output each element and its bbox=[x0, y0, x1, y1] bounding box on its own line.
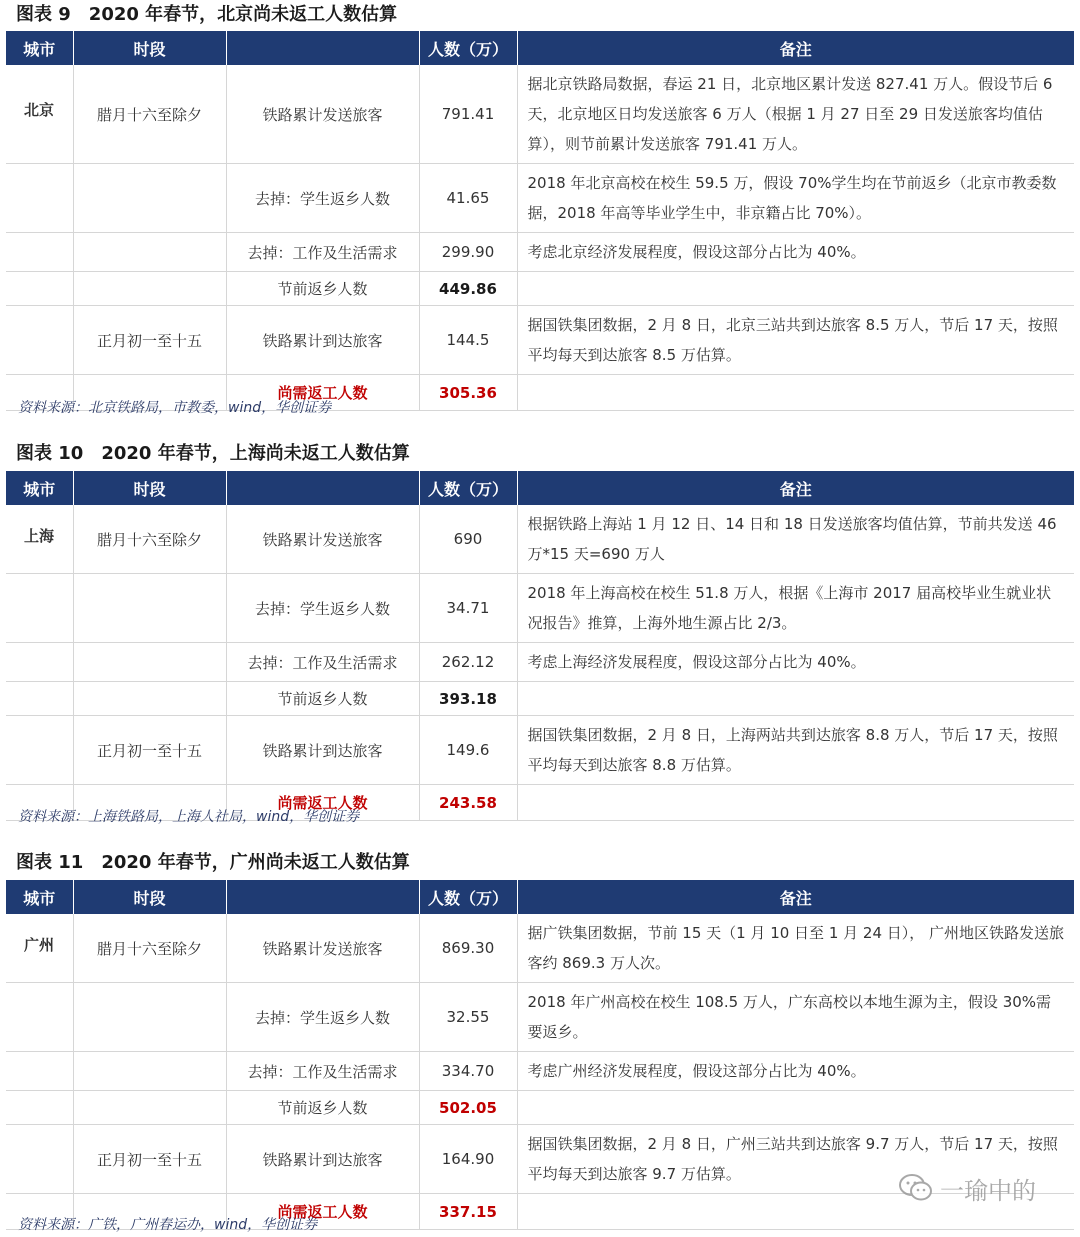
header-note: 备注 bbox=[517, 31, 1074, 65]
item-cell: 铁路累计到达旅客 bbox=[226, 306, 419, 375]
note-cell: 据国铁集团数据，2 月 8 日，北京三站共到达旅客 8.5 万人，节后 17 天，按照平均每天到达旅客 8.5 万估算。 bbox=[517, 306, 1074, 375]
city-cell bbox=[6, 983, 73, 1052]
header-city: 城市 bbox=[6, 31, 73, 65]
value-cell: 299.90 bbox=[419, 233, 517, 272]
figure-label: 图表 11 bbox=[16, 852, 84, 873]
table-row bbox=[6, 1052, 1074, 1091]
value-cell: 149.6 bbox=[419, 716, 517, 785]
header-city: 城市 bbox=[6, 880, 73, 914]
item-cell: 尚需返工人数 bbox=[226, 375, 419, 411]
city-cell bbox=[6, 574, 73, 643]
note-cell bbox=[517, 785, 1074, 821]
header-note: 备注 bbox=[517, 471, 1074, 505]
item-cell: 去掉：工作及生活需求 bbox=[226, 233, 419, 272]
period-cell: 腊月十六至除夕 bbox=[73, 505, 226, 574]
estimate-table bbox=[6, 471, 1074, 821]
item-cell: 去掉：工作及生活需求 bbox=[226, 643, 419, 682]
note-cell bbox=[517, 682, 1074, 716]
city-cell: 上海 bbox=[6, 505, 73, 574]
city-cell bbox=[6, 306, 73, 375]
table-header-row bbox=[6, 31, 1074, 65]
city-cell bbox=[6, 1091, 73, 1125]
table-row bbox=[6, 306, 1074, 375]
value-cell: 690 bbox=[419, 505, 517, 574]
note-cell: 考虑上海经济发展程度，假设这部分占比为 40%。 bbox=[517, 643, 1074, 682]
value-cell: 34.71 bbox=[419, 574, 517, 643]
city-cell bbox=[6, 1052, 73, 1091]
watermark-text: 一瑜中的 bbox=[940, 1176, 1036, 1205]
item-cell: 去掉：学生返乡人数 bbox=[226, 164, 419, 233]
table-row bbox=[6, 505, 1074, 574]
value-cell: 41.65 bbox=[419, 164, 517, 233]
note-cell: 考虑广州经济发展程度，假设这部分占比为 40%。 bbox=[517, 1052, 1074, 1091]
period-cell bbox=[73, 272, 226, 306]
header-count: 人数（万） bbox=[419, 880, 517, 914]
table-row bbox=[6, 272, 1074, 306]
period-cell bbox=[73, 983, 226, 1052]
note-cell: 据广铁集团数据，节前 15 天（1 月 10 日至 1 月 24 日）， 广州地区铁路发送旅客约 869.3 万人次。 bbox=[517, 914, 1074, 983]
header-count: 人数（万） bbox=[419, 31, 517, 65]
figure-title bbox=[16, 850, 410, 876]
value-cell: 337.15 bbox=[419, 1194, 517, 1230]
note-cell bbox=[517, 1091, 1074, 1125]
value-cell: 305.36 bbox=[419, 375, 517, 411]
table-header-row bbox=[6, 471, 1074, 505]
value-cell: 334.70 bbox=[419, 1052, 517, 1091]
header-period: 时段 bbox=[73, 31, 226, 65]
period-cell: 腊月十六至除夕 bbox=[73, 914, 226, 983]
note-cell: 根据铁路上海站 1 月 12 日、14 日和 18 日发送旅客均值估算，节前共发送 46 万*15 天=690 万人 bbox=[517, 505, 1074, 574]
table-row bbox=[6, 682, 1074, 716]
value-cell: 144.5 bbox=[419, 306, 517, 375]
note-cell: 2018 年上海高校在校生 51.8 万人，根据《上海市 2017 届高校毕业生就业状况报告》推算，上海外地生源占比 2/3。 bbox=[517, 574, 1074, 643]
figure-title-text: 2020 年春节，广州尚未返工人数估算 bbox=[101, 852, 410, 873]
city-cell bbox=[6, 164, 73, 233]
item-cell: 尚需返工人数 bbox=[226, 785, 419, 821]
table-row bbox=[6, 164, 1074, 233]
item-cell: 铁路累计发送旅客 bbox=[226, 914, 419, 983]
note-cell bbox=[517, 272, 1074, 306]
table-row bbox=[6, 643, 1074, 682]
header-count: 人数（万） bbox=[419, 471, 517, 505]
wechat-watermark bbox=[898, 1168, 1036, 1208]
table-header-row bbox=[6, 880, 1074, 914]
city-cell bbox=[6, 1125, 73, 1194]
source-note: 资料来源：广铁，广州春运办，wind，华创证券 bbox=[18, 1217, 318, 1233]
period-cell bbox=[73, 233, 226, 272]
period-cell bbox=[73, 1052, 226, 1091]
note-cell bbox=[517, 375, 1074, 411]
source-note: 资料来源：北京铁路局，市教委，wind，华创证券 bbox=[18, 400, 332, 416]
figure-title-text: 2020 年春节，上海尚未返工人数估算 bbox=[101, 443, 410, 464]
item-cell: 节前返乡人数 bbox=[226, 272, 419, 306]
value-cell: 449.86 bbox=[419, 272, 517, 306]
period-cell bbox=[73, 682, 226, 716]
city-cell: 北京 bbox=[6, 65, 73, 164]
value-cell: 791.41 bbox=[419, 65, 517, 164]
source-note: 资料来源：上海铁路局，上海人社局，wind，华创证券 bbox=[18, 809, 360, 825]
note-cell: 2018 年广州高校在校生 108.5 万人，广东高校以本地生源为主，假设 30%需要返乡。 bbox=[517, 983, 1074, 1052]
figure-label: 图表 9 bbox=[16, 4, 71, 25]
estimate-table bbox=[6, 31, 1074, 411]
header-period: 时段 bbox=[73, 471, 226, 505]
note-cell: 2018 年北京高校在校生 59.5 万，假设 70%学生均在节前返乡（北京市教委数据，2018 年高等毕业学生中，非京籍占比 70%）。 bbox=[517, 164, 1074, 233]
item-cell: 铁路累计到达旅客 bbox=[226, 1125, 419, 1194]
city-cell bbox=[6, 716, 73, 785]
item-cell: 节前返乡人数 bbox=[226, 682, 419, 716]
table-row bbox=[6, 914, 1074, 983]
city-cell bbox=[6, 233, 73, 272]
item-cell: 节前返乡人数 bbox=[226, 1091, 419, 1125]
header-note: 备注 bbox=[517, 880, 1074, 914]
period-cell: 正月初一至十五 bbox=[73, 306, 226, 375]
note-cell: 据国铁集团数据，2 月 8 日，上海两站共到达旅客 8.8 万人，节后 17 天，按照平均每天到达旅客 8.8 万估算。 bbox=[517, 716, 1074, 785]
item-cell: 铁路累计发送旅客 bbox=[226, 65, 419, 164]
city-cell bbox=[6, 682, 73, 716]
item-cell: 铁路累计到达旅客 bbox=[226, 716, 419, 785]
note-cell: 据国铁集团数据，2 月 8 日，广州三站共到达旅客 9.7 万人，节后 17 天，按照平均每天到达旅客 9.7 万估算。 bbox=[517, 1125, 1074, 1194]
period-cell: 正月初一至十五 bbox=[73, 716, 226, 785]
item-cell: 去掉：工作及生活需求 bbox=[226, 1052, 419, 1091]
item-cell: 去掉：学生返乡人数 bbox=[226, 983, 419, 1052]
header-item bbox=[226, 471, 419, 505]
note-cell: 考虑北京经济发展程度，假设这部分占比为 40%。 bbox=[517, 233, 1074, 272]
note-cell: 据北京铁路局数据，春运 21 日，北京地区累计发送 827.41 万人。假设节后 6 天，北京地区日均发送旅客 6 万人（根据 1 月 27 日至 29 日发送旅客均值估算），则节前累计发送旅客 791.41 万人。 bbox=[517, 65, 1074, 164]
value-cell: 869.30 bbox=[419, 914, 517, 983]
period-cell bbox=[73, 643, 226, 682]
header-period: 时段 bbox=[73, 880, 226, 914]
table-row bbox=[6, 1091, 1074, 1125]
table-row bbox=[6, 716, 1074, 785]
value-cell: 393.18 bbox=[419, 682, 517, 716]
table-row bbox=[6, 983, 1074, 1052]
table-row bbox=[6, 233, 1074, 272]
figure-title bbox=[16, 441, 410, 467]
figure-label: 图表 10 bbox=[16, 443, 84, 464]
item-cell: 尚需返工人数 bbox=[226, 1194, 419, 1230]
city-cell: 广州 bbox=[6, 914, 73, 983]
item-cell: 去掉：学生返乡人数 bbox=[226, 574, 419, 643]
header-item bbox=[226, 31, 419, 65]
period-cell: 腊月十六至除夕 bbox=[73, 65, 226, 164]
figure-title bbox=[16, 2, 397, 28]
city-cell bbox=[6, 643, 73, 682]
value-cell: 243.58 bbox=[419, 785, 517, 821]
header-item bbox=[226, 880, 419, 914]
period-cell bbox=[73, 164, 226, 233]
value-cell: 32.55 bbox=[419, 983, 517, 1052]
value-cell: 502.05 bbox=[419, 1091, 517, 1125]
figure-title-text: 2020 年春节，北京尚未返工人数估算 bbox=[88, 4, 398, 25]
value-cell: 262.12 bbox=[419, 643, 517, 682]
period-cell bbox=[73, 1091, 226, 1125]
table-row bbox=[6, 65, 1074, 164]
item-cell: 铁路累计发送旅客 bbox=[226, 505, 419, 574]
wechat-icon bbox=[898, 1173, 934, 1203]
city-cell bbox=[6, 272, 73, 306]
value-cell: 164.90 bbox=[419, 1125, 517, 1194]
header-city: 城市 bbox=[6, 471, 73, 505]
period-cell: 正月初一至十五 bbox=[73, 1125, 226, 1194]
period-cell bbox=[73, 574, 226, 643]
table-row bbox=[6, 574, 1074, 643]
